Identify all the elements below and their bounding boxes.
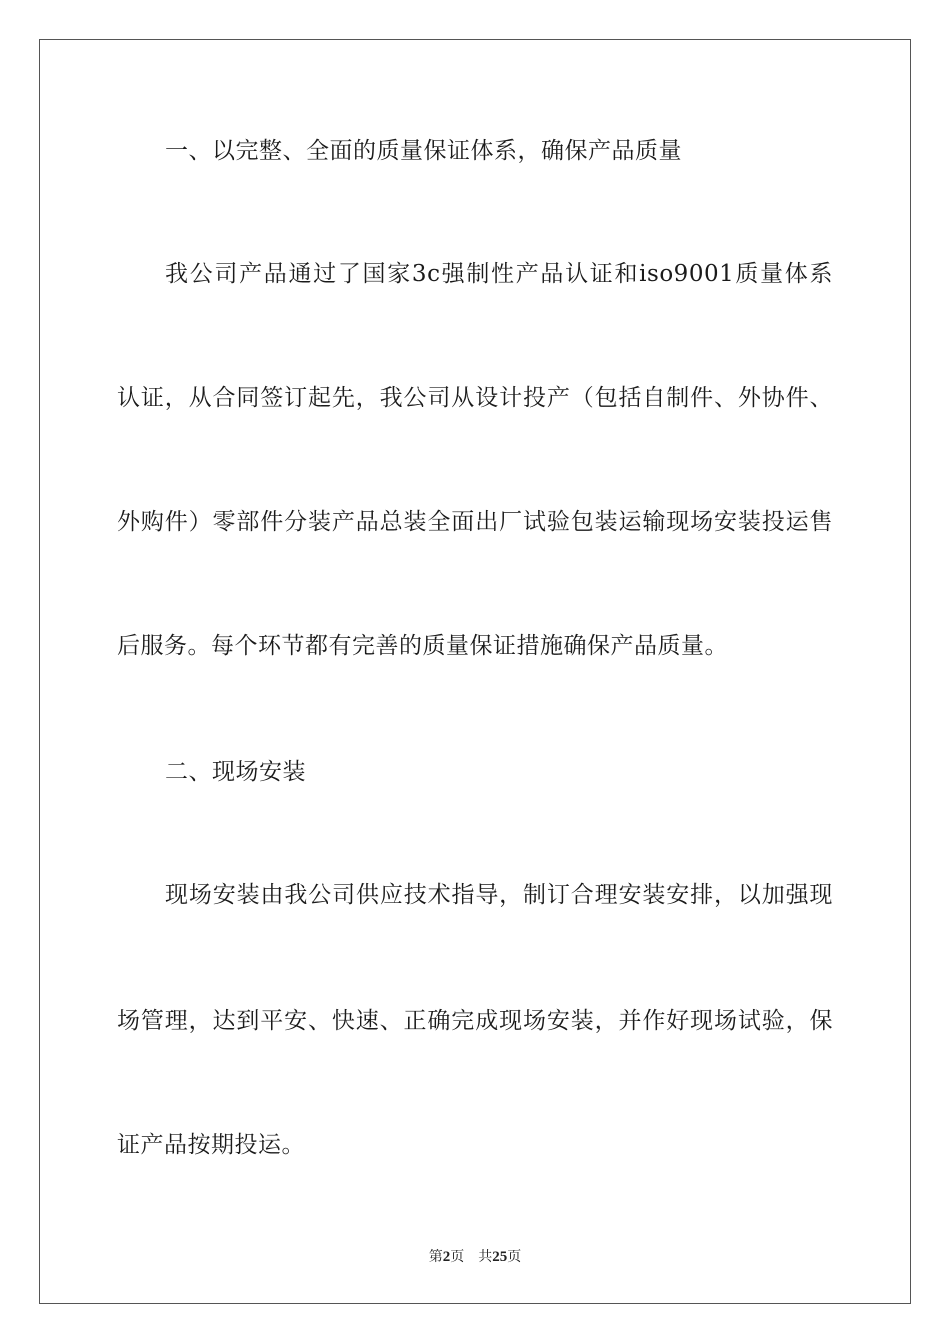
paragraph-line: 现场安装由我公司供应技术指导，制订合理安装安排，以加强现 — [165, 882, 833, 908]
heading-quality-system: 一、以完整、全面的质量保证体系，确保产品质量 — [165, 138, 682, 164]
page-suffix: 页 — [450, 1249, 465, 1265]
total-pages: 25 — [492, 1249, 508, 1265]
total-prefix: 共 — [478, 1249, 493, 1265]
page-prefix: 第 — [428, 1249, 443, 1265]
paragraph-line: 认证，从合同签订起先，我公司从设计投产（包括自制件、外协件、 — [117, 385, 833, 411]
paragraph-line: 证产品按期投运。 — [117, 1132, 305, 1158]
page-footer — [0, 1248, 950, 1266]
page-number: 2 — [442, 1249, 451, 1265]
total-suffix: 页 — [507, 1249, 522, 1265]
paragraph-line: 我公司产品通过了国家3c强制性产品认证和iso9001质量体系 — [165, 261, 833, 287]
paragraph-line: 后服务。每个环节都有完善的质量保证措施确保产品质量。 — [117, 633, 728, 659]
paragraph-line: 场管理，达到平安、快速、正确完成现场安装，并作好现场试验，保 — [117, 1008, 833, 1034]
heading-onsite-installation: 二、现场安装 — [165, 759, 306, 785]
page-border — [39, 39, 911, 1304]
paragraph-line: 外购件）零部件分装产品总装全面出厂试验包装运输现场安装投运售 — [117, 509, 833, 535]
